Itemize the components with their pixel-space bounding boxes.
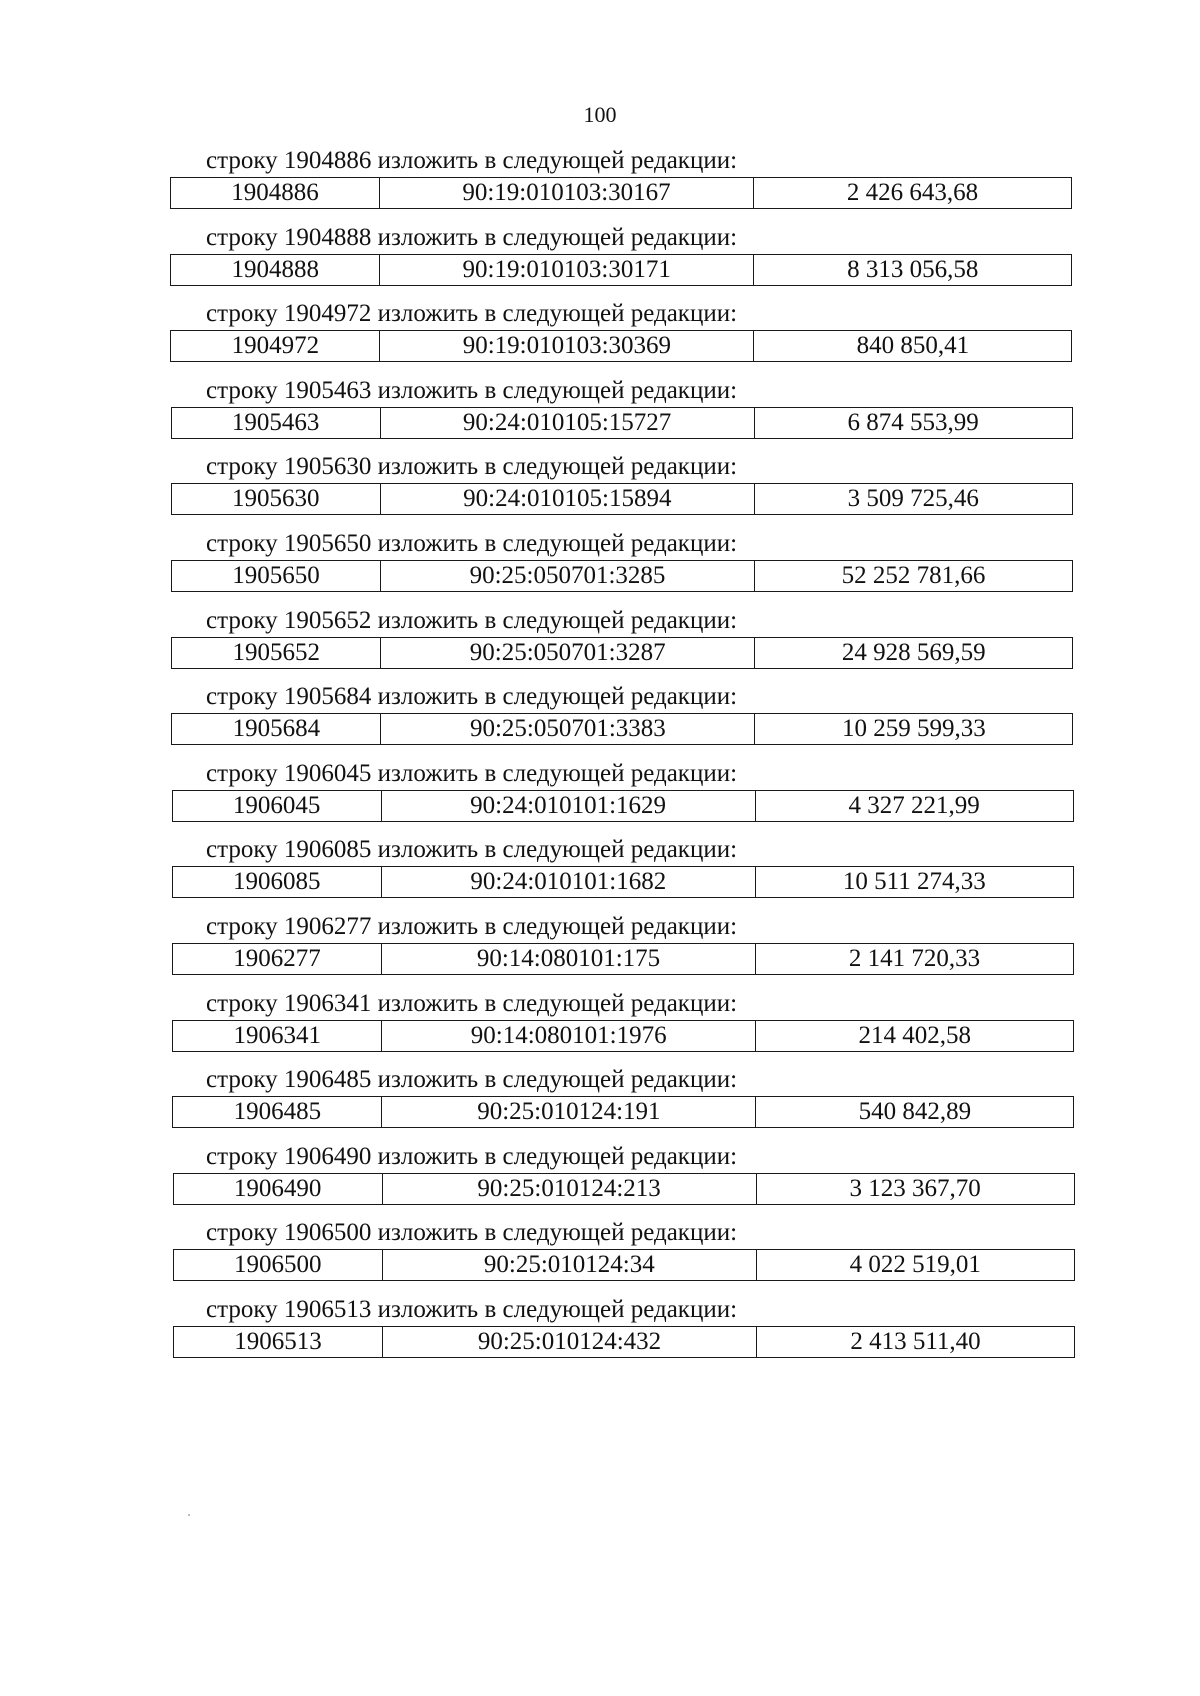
value-cell: 3 509 725,46: [847, 485, 979, 513]
row-number-cell: 1906500: [174, 1250, 383, 1280]
cadastral-number-cell: 90:25:010124:191: [382, 1097, 756, 1127]
table-row: [173, 1249, 1075, 1281]
cadastral-number-cell: 90:14:080101:1976: [382, 1021, 756, 1051]
cadastral-number-cell: 90:24:010105:15727: [381, 408, 755, 438]
row-number-cell: 1906341: [173, 1021, 382, 1051]
cadastral-number-cell: 90:25:050701:3287: [381, 638, 755, 668]
entry-caption: строку 1906277 изложить в следующей редакции:: [206, 913, 738, 940]
table-row: [171, 560, 1073, 592]
row-number-cell: 1904886: [171, 178, 380, 208]
value-cell: 2 426 643,68: [846, 179, 979, 206]
cadastral-number-cell: 90:14:080101:175: [382, 944, 756, 974]
value-cell: 10 259 599,33: [842, 715, 986, 743]
row-number-cell: 1906045: [173, 791, 382, 821]
cadastral-number-cell: 90:25:050701:3383: [381, 714, 755, 744]
cadastral-number-cell: 90:25:010124:34: [383, 1250, 757, 1280]
entry-caption: строку 1905463 изложить в следующей редакции:: [206, 376, 738, 404]
row-number-cell: 1904972: [171, 331, 380, 361]
entry-caption: строку 1904888 изложить в следующей редакции:: [206, 223, 738, 251]
entry-caption: строку 1906045 изложить в следующей редакции:: [206, 759, 738, 787]
cadastral-number-cell: 90:25:010124:213: [383, 1174, 757, 1204]
entry-caption: строку 1906341 изложить в следующей редакции:: [206, 989, 738, 1017]
value-cell: 10 511 274,33: [842, 868, 986, 896]
entry-caption: строку 1906513 изложить в следующей редакции:: [206, 1296, 738, 1323]
page-number: 100: [583, 102, 617, 127]
cadastral-number-cell: 90:25:010124:432: [383, 1327, 757, 1357]
table-row: [171, 713, 1073, 745]
entry-caption: строку 1906490 изложить в следующей редакции:: [206, 1142, 738, 1170]
value-cell: 4 022 519,01: [849, 1251, 981, 1279]
value-cell: 2 413 511,40: [850, 1328, 981, 1355]
cadastral-number-cell: 90:19:010103:30369: [380, 331, 754, 361]
table-row: [172, 790, 1074, 822]
entry-caption: строку 1904886 изложить в следующей редакции:: [206, 147, 738, 174]
cadastral-number-cell: 90:25:050701:3285: [381, 561, 755, 591]
row-number-cell: 1906490: [174, 1174, 383, 1204]
entry-caption: строку 1905652 изложить в следующей редакции:: [206, 606, 738, 634]
table-row: [171, 407, 1073, 439]
row-number-cell: 1906485: [173, 1097, 382, 1127]
table-row: [171, 483, 1073, 515]
table-row: [170, 177, 1072, 209]
entry-caption: строку 1905650 изложить в следующей редакции:: [206, 530, 738, 557]
row-number-cell: 1906513: [174, 1327, 383, 1357]
table-row: [172, 943, 1074, 975]
value-cell: 4 327 221,99: [848, 791, 980, 819]
cadastral-number-cell: 90:19:010103:30171: [380, 255, 754, 285]
cadastral-number-cell: 90:19:010103:30167: [380, 178, 754, 208]
table-row: [172, 1096, 1074, 1128]
value-cell: 3 123 367,70: [849, 1174, 981, 1202]
value-cell: 2 141 720,33: [848, 945, 981, 972]
value-cell: 214 402,58: [858, 1021, 971, 1049]
entry-caption: строку 1906085 изложить в следующей редакции:: [206, 836, 738, 864]
row-number-cell: 1906085: [173, 867, 382, 897]
entry-caption: строку 1904972 изложить в следующей редакции:: [206, 300, 738, 328]
cadastral-number-cell: 90:24:010101:1682: [382, 867, 756, 897]
table-row: [171, 637, 1073, 669]
value-cell: 8 313 056,58: [847, 255, 979, 283]
row-number-cell: 1905650: [172, 561, 381, 591]
table-row: [170, 254, 1072, 286]
entry-caption: строку 1905630 изложить в следующей редакции:: [206, 453, 738, 481]
value-cell: 24 928 569,59: [841, 638, 986, 666]
row-number-cell: 1905630: [172, 484, 381, 514]
cadastral-number-cell: 90:24:010101:1629: [382, 791, 756, 821]
row-number-cell: 1904888: [171, 255, 380, 285]
value-cell: 52 252 781,66: [841, 562, 986, 589]
entry-caption: строку 1906500 изложить в следующей редакции:: [206, 1219, 738, 1247]
row-number-cell: 1905463: [172, 408, 381, 438]
row-number-cell: 1905684: [172, 714, 381, 744]
table-row: [172, 866, 1074, 898]
value-cell: 540 842,89: [858, 1098, 972, 1126]
value-cell: 840 850,41: [856, 332, 970, 360]
table-row: [173, 1173, 1075, 1205]
row-number-cell: 1906277: [173, 944, 382, 974]
cadastral-number-cell: 90:24:010105:15894: [381, 484, 755, 514]
scan-speck: [188, 1514, 190, 1516]
table-row: [173, 1326, 1075, 1358]
entry-caption: строку 1905684 изложить в следующей редакции:: [206, 683, 738, 711]
table-row: [172, 1020, 1074, 1052]
row-number-cell: 1905652: [172, 638, 381, 668]
table-row: [170, 330, 1072, 362]
value-cell: 6 874 553,99: [847, 408, 979, 436]
entry-caption: строку 1906485 изложить в следующей редакции:: [206, 1066, 738, 1094]
